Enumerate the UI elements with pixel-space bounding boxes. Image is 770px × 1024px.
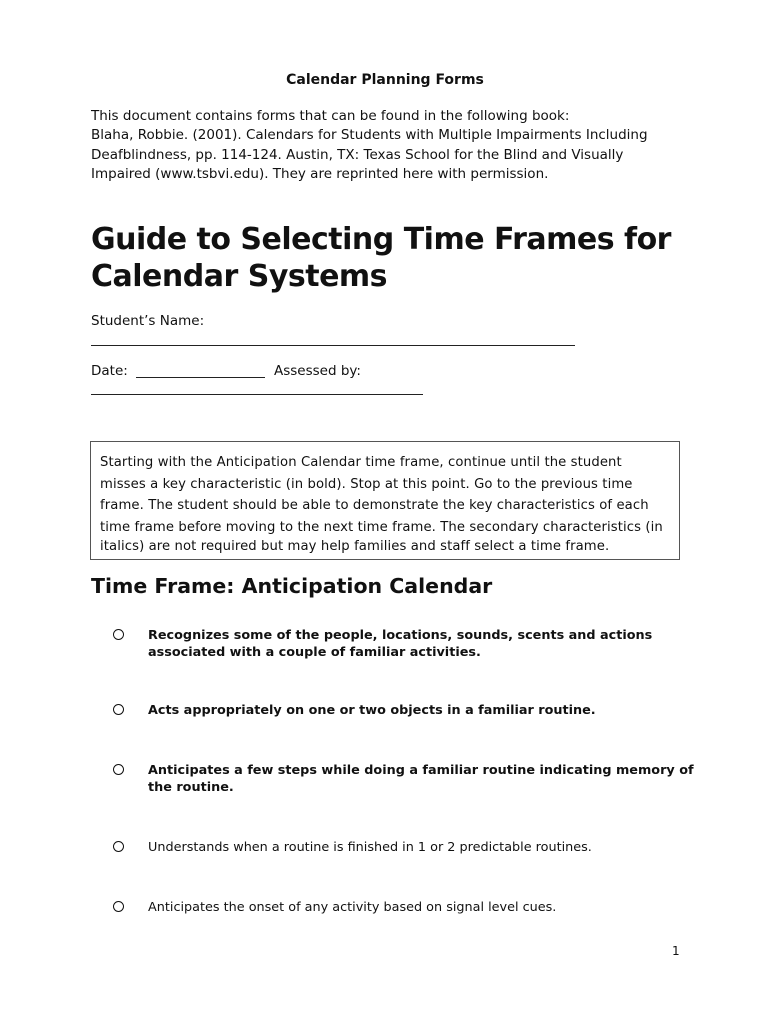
checkbox-circle-icon[interactable] <box>113 901 124 912</box>
intro-line: This document contains forms that can be found in the following book: <box>91 108 570 124</box>
document-title: Calendar Planning Forms <box>286 72 484 88</box>
page-number: 1 <box>672 944 680 958</box>
checkbox-circle-icon[interactable] <box>113 629 124 640</box>
instructions-box <box>90 441 680 560</box>
student-name-field[interactable] <box>91 345 575 346</box>
instruction-line: italics) are not required but may help families and staff select a time frame. <box>100 539 610 554</box>
characteristic-line: Anticipates a few steps while doing a familiar routine indicating memory of <box>148 763 694 778</box>
date-label: Date: <box>91 363 128 379</box>
characteristic-line: the routine. <box>148 780 234 795</box>
student-name-label: Student’s Name: <box>91 313 205 329</box>
instruction-line: misses a key characteristic (in bold). Stop at this point. Go to the previous time <box>100 476 633 492</box>
intro-line: Blaha, Robbie. (2001). Calendars for Students with Multiple Impairments Including <box>91 127 648 144</box>
checkbox-circle-icon[interactable] <box>113 764 124 775</box>
checkbox-circle-icon[interactable] <box>113 841 124 852</box>
intro-line: Impaired (www.tsbvi.edu). They are reprinted here with permission. <box>91 165 549 182</box>
assessed-by-field[interactable] <box>91 394 423 395</box>
intro-line: Deafblindness, pp. 114-124. Austin, TX: Texas School for the Blind and Visually <box>91 146 624 163</box>
characteristic-text <box>148 702 683 719</box>
characteristic-line: associated with a couple of familiar activities. <box>148 645 481 660</box>
guide-heading-line: Guide to Selecting Time Frames for <box>91 222 671 257</box>
checkbox-circle-icon[interactable] <box>113 704 124 715</box>
characteristic-line: Recognizes some of the people, locations, sounds, scents and actions <box>148 628 653 643</box>
characteristic-text <box>148 839 683 856</box>
date-field[interactable] <box>136 377 265 378</box>
instruction-line: frame. The student should be able to demonstrate the key characteristics of each <box>100 498 649 513</box>
guide-heading-line: Calendar Systems <box>91 259 388 294</box>
characteristic-line: Understands when a routine is finished in 1 or 2 predictable routines. <box>148 840 592 855</box>
section-heading: Time Frame: Anticipation Calendar <box>91 574 493 598</box>
instruction-line: Starting with the Anticipation Calendar time frame, continue until the student <box>100 455 622 470</box>
assessed-by-label: Assessed by: <box>274 363 361 379</box>
guide-heading <box>91 221 711 295</box>
characteristic-text <box>148 899 683 916</box>
intro-paragraph <box>91 107 691 184</box>
characteristic-line: Anticipates the onset of any activity based on signal level cues. <box>148 900 557 915</box>
characteristic-line: Acts appropriately on one or two objects in a familiar routine. <box>148 703 596 718</box>
instruction-line: time frame before moving to the next time frame. The secondary characteristics (in <box>100 519 663 535</box>
characteristic-text <box>148 627 683 661</box>
characteristic-text <box>148 762 694 796</box>
